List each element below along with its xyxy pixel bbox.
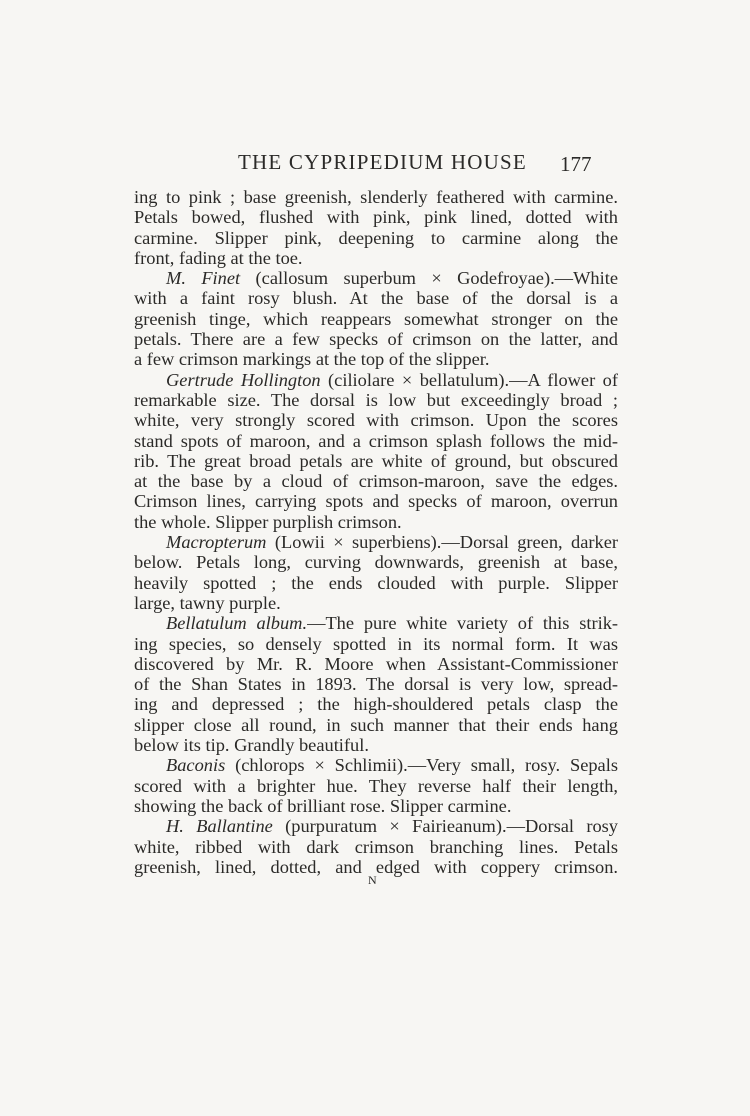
- line-text: slipper close all round, in such manner that their ends hang: [134, 714, 618, 735]
- text-line: [134, 837, 618, 857]
- line-text: with a faint rosy blush. At the base of the dorsal is a: [134, 288, 618, 309]
- page-number: 177: [560, 152, 592, 176]
- text-line: [134, 329, 618, 349]
- orchid-name: Gertrude Hollington: [166, 369, 321, 390]
- text-line: [134, 248, 618, 268]
- text-line: [134, 552, 618, 572]
- text-line: [134, 674, 618, 694]
- line-text: (Lowii × superbiens).—Dorsal green, darker: [266, 532, 618, 553]
- line-text: discovered by Mr. R. Moore when Assistant-Commissioner: [134, 653, 618, 674]
- text-line: [134, 491, 618, 511]
- running-title: THE CYPRIPEDIUM HOUSE: [238, 150, 527, 174]
- line-text: Crimson lines, carrying spots and specks of maroon, overrun: [134, 491, 618, 512]
- text-line: [134, 228, 618, 248]
- line-text: —The pure white variety of this strik-: [307, 613, 619, 634]
- orchid-name: H. Ballantine: [166, 816, 273, 837]
- orchid-name: Macropterum: [166, 532, 267, 553]
- line-text: ing to pink ; base greenish, slenderly feathered with carmine.: [134, 187, 618, 207]
- line-text: large, tawny purple.: [134, 592, 281, 613]
- line-text: white, very strongly scored with crimson. Upon the scores: [134, 410, 618, 431]
- line-text: the whole. Slipper purplish crimson.: [134, 511, 402, 532]
- text-line: [134, 512, 618, 532]
- line-text: (purpuratum × Fairieanum).—Dorsal rosy: [272, 816, 618, 837]
- paragraph-first-line: [134, 532, 618, 552]
- line-text: below its tip. Grandly beautiful.: [134, 735, 369, 756]
- paragraph-first-line: [134, 268, 618, 288]
- line-text: scored with a brighter hue. They reverse half their length,: [134, 775, 618, 796]
- signature-mark: N: [368, 873, 378, 887]
- text-line: [134, 187, 618, 207]
- line-text: white, ribbed with dark crimson branching lines. Petals: [134, 836, 618, 857]
- text-line: [134, 694, 618, 714]
- text-line: [134, 288, 618, 308]
- line-text: front, fading at the toe.: [134, 247, 303, 268]
- line-text: rib. The great broad petals are white of ground, but obscured: [134, 450, 618, 471]
- line-text: stand spots of maroon, and a crimson splash follows the mid-: [134, 430, 618, 451]
- line-text: greenish tinge, which reappears somewhat stronger on the: [134, 308, 618, 329]
- line-text: remarkable size. The dorsal is low but exceedingly broad ;: [134, 389, 618, 410]
- text-line: [134, 634, 618, 654]
- line-text: Petals bowed, flushed with pink, pink lined, dotted with: [134, 207, 618, 228]
- text-line: [134, 776, 618, 796]
- line-text: greenish, lined, dotted, and edged with coppery crimson.: [134, 856, 618, 877]
- orchid-name: M. Finet: [166, 268, 241, 289]
- text-line: [134, 349, 618, 369]
- line-text: showing the back of brilliant rose. Slipper carmine.: [134, 795, 512, 816]
- line-text: carmine. Slipper pink, deepening to carmine along the: [134, 227, 618, 248]
- text-line: [134, 593, 618, 613]
- text-line: [134, 207, 618, 227]
- running-head: [0, 150, 750, 182]
- orchid-name: Baconis: [166, 755, 226, 776]
- line-text: (callosum superbum × Godefroyae).—White: [240, 268, 618, 289]
- text-line: [134, 735, 618, 755]
- body-text: [134, 187, 618, 877]
- text-line: [134, 410, 618, 430]
- line-text: below. Petals long, curving downwards, greenish at base,: [134, 552, 618, 573]
- line-text: petals. There are a few specks of crimson on the latter, and: [134, 329, 618, 350]
- paragraph-first-line: [134, 613, 618, 633]
- line-text: (chlorops × Schlimii).—Very small, rosy. Sepals: [225, 755, 618, 776]
- text-line: [134, 654, 618, 674]
- line-text: ing and depressed ; the high-shouldered petals clasp the: [134, 694, 618, 715]
- paragraph-first-line: [134, 370, 618, 390]
- line-text: ing species, so densely spotted in its normal form. It was: [134, 633, 618, 654]
- line-text: a few crimson markings at the top of the slipper.: [134, 349, 490, 370]
- text-line: [134, 715, 618, 735]
- text-line: [134, 309, 618, 329]
- text-line: [134, 471, 618, 491]
- text-line: [134, 451, 618, 471]
- line-text: heavily spotted ; the ends clouded with purple. Slipper: [134, 572, 618, 593]
- text-line: [134, 573, 618, 593]
- paragraph-first-line: [134, 755, 618, 775]
- line-text: (ciliolare × bellatulum).—A flower of: [320, 369, 618, 390]
- paragraph-first-line: [134, 816, 618, 836]
- text-line: [134, 796, 618, 816]
- line-text: of the Shan States in 1893. The dorsal is very low, spread-: [134, 674, 618, 695]
- orchid-name: Bellatulum album.: [166, 613, 308, 634]
- text-line: [134, 431, 618, 451]
- line-text: at the base by a cloud of crimson-maroon, save the edges.: [134, 471, 618, 492]
- text-line: [134, 390, 618, 410]
